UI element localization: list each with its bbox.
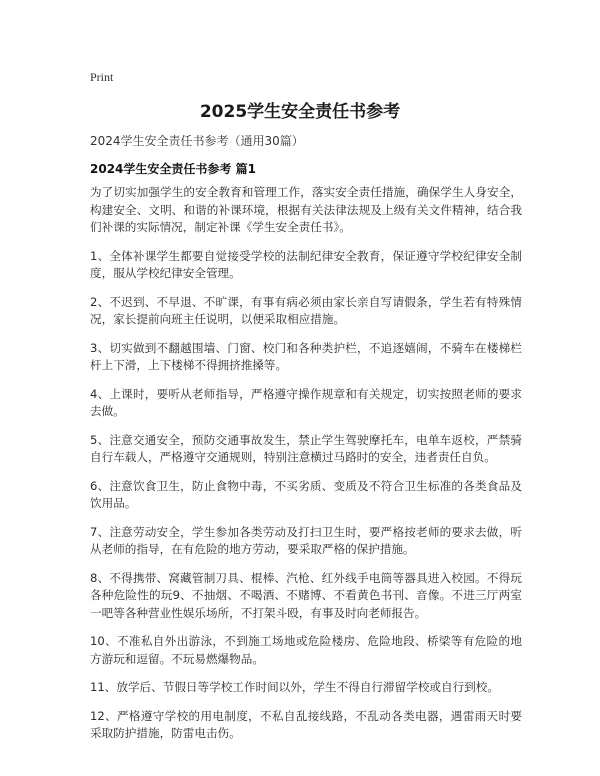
paragraph-1: 1、全体补课学生都要自觉接受学校的法制纪律安全教育，保证遵守学校纪律安全制度，服从学校纪律安全管理。	[90, 248, 522, 280]
paragraph-10: 10、不准私自外出游泳，不到施工场地或危险楼房、危险地段、桥梁等有危险的地方游玩和逗留。不玩易燃爆物品。	[90, 634, 522, 666]
paragraph-12: 12、严格遵守学校的用电制度，不私自乱接线路，不乱动各类电器，遇雷雨天时要采取防护措施，防雷电击伤。	[90, 708, 522, 740]
paragraph-6: 6、注意饮食卫生，防止食物中毒，不买劣质、变质及不符合卫生标准的各类食品及饮用品。	[90, 478, 522, 510]
paragraph-2: 2、不迟到、不早退、不旷课，有事有病必须由家长亲自写请假条，学生若有特殊情况，家长提前向班主任说明，以便采取相应措施。	[90, 294, 522, 326]
paragraph-7: 7、注意劳动安全，学生参加各类劳动及打扫卫生时，要严格按老师的要求去做，听从老师的指导，在有危险的地方劳动，要采取严格的保护措施。	[90, 524, 522, 556]
paragraph-4: 4、上课时，要听从老师指导，严格遵守操作规章和有关规定，切实按照老师的要求去做。	[90, 386, 522, 418]
paragraph-intro: 为了切实加强学生的安全教育和管理工作，落实安全责任措施，确保学生人身安全，构建安全、文明、和谐的补课环境，根据有关法律法规及上级有关文件精神，结合我们补课的实际情况，制定补课《学生安全责任书》。	[90, 185, 522, 234]
paragraph-8: 8、不得携带、窝藏管制刀具、棍棒、汽枪、红外线手电筒等器具进入校园。不得玩各种危险性的玩9、不抽烟、不喝酒、不赌博、不看黄色书刊、音像。不进三厅两室一吧等各种营业性娱乐场所，不打架斗殴，有事及时向老师报告。	[90, 570, 522, 620]
print-label: Print	[90, 70, 114, 84]
paragraph-3: 3、切实做到不翻越围墙、门窗、校门和各种类护栏，不追逐嬉闹，不骑车在楼梯栏杆上下滑，上下楼梯不得拥挤推搡等。	[90, 340, 522, 372]
paragraph-11: 11、放学后、节假日等学校工作时间以外，学生不得自行滞留学校或自行到校。	[90, 680, 499, 694]
paragraph-5: 5、注意交通安全，预防交通事故发生，禁止学生驾驶摩托车，电单车返校，严禁骑自行车载人，严格遵守交通规则，特别注意横过马路时的安全，违者责任自负。	[90, 432, 522, 464]
body-text	[90, 184, 522, 754]
section-heading: 2024学生安全责任书参考 篇1	[90, 162, 256, 176]
document-subtitle: 2024学生安全责任书参考（通用30篇）	[90, 134, 304, 148]
document-title: 2025学生安全责任书参考	[199, 102, 401, 122]
